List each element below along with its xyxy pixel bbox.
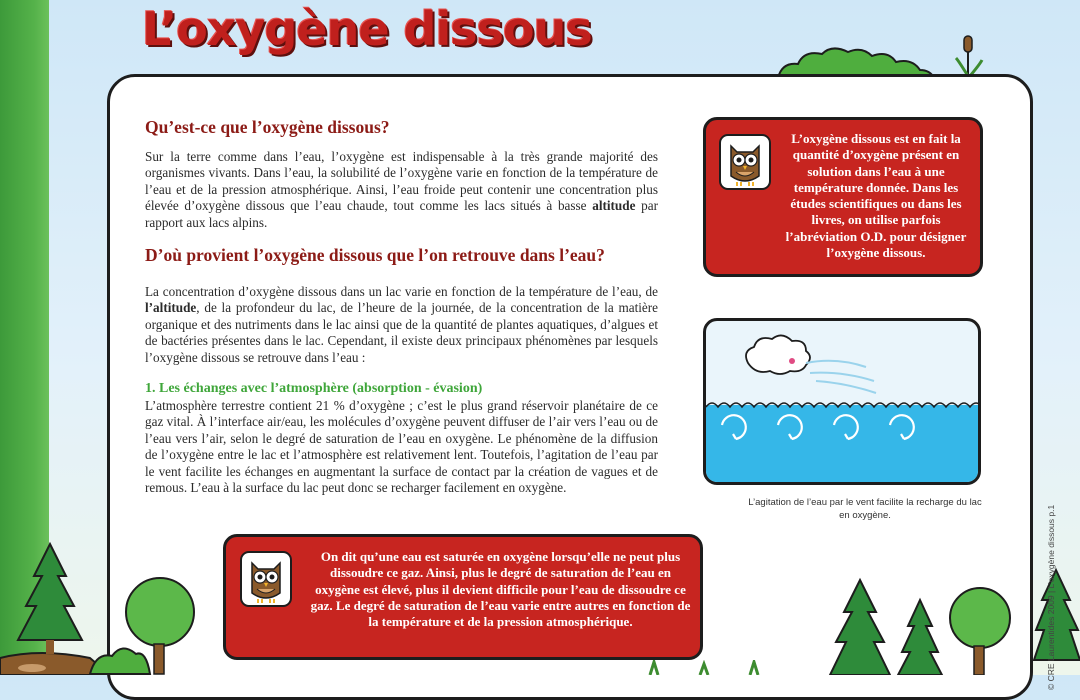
side-credit: © CRE Laurentides 2009 | L’oxygène dissous p.1 [1046, 504, 1056, 690]
bold-keyword: l’altitude [145, 300, 197, 316]
tree-icon [0, 540, 225, 675]
wind-icon [806, 361, 876, 393]
owl-icon-frame [719, 134, 771, 190]
cattail-icon [950, 30, 990, 78]
bold-keyword: altitude [592, 198, 636, 214]
info-box-saturation-text: On dit qu’une eau est saturée en oxygène lorsqu’elle ne peut plus dissoudre ce gaz. Ainsi, plus le degré de saturation de l’eau en oxygène est élevé, plus il devient difficile pour l’eau de dissoudre ce gaz. Le degré de saturation de l’eau varie entre autres en fonction de la température et de la pression atmosphérique. [310, 549, 691, 630]
info-box-saturation [223, 534, 703, 660]
subheading-exchanges: 1. Les échanges avec l’atmosphère (absorption - évasion) [145, 381, 483, 396]
owl-icon-frame [240, 551, 292, 607]
illustration-caption: L’agitation de l’eau par le vent facilite la recharge du lac en oxygène. [748, 497, 982, 521]
section-paragraph-exchanges: L’atmosphère terrestre contient 21 % d’oxygène ; c’est le plus grand réservoir planétaire de ce gaz vital. À l’interface air/eau, les molécules d’oxygène peuvent diffuser de l’air vers l’eau ou de l’eau vers l’air, selon le degré de saturation de l’eau en oxygène. Le phénomène de la diffusion de l’oxygène entre le lac et l’atmosphère est relativement lent. Toutefois, l’agitation de l’eau par le vent facilite les échanges en augmentant la surface de contact par la création de vagues et de remous. L’eau à la surface du lac peut donc se recharger facilement en oxygène. [145, 398, 658, 496]
cloud-icon [746, 335, 810, 374]
page-title: L’oxygène dissous [142, 2, 592, 56]
section-heading-what-is: Qu’est-ce que l’oxygène dissous? [145, 117, 390, 137]
section-paragraph-what-is: Sur la terre comme dans l’eau, l’oxygène est indispensable à la très grande majorité des organismes vivants. Dans l’eau, la solubilité de l’oxygène varie en fonction de la température de l’eau et de la pression atmosphérique. Ainsi, l’eau froide peut contenir une concentration plus élevée d’oxygène dissous que l’eau chaude, tout comme les lacs situés à basse altitude par rapport aux lacs alpins. [145, 149, 658, 230]
info-box-definition-text: L’oxygène dissous est en fait la quantité d’oxygène présent en solution dans l’eau à une température donnée. Dans les études scientifiques ou dans les livres, on utilise parfois l’abréviation O.D. pour désigner l’oxygène dissous. [785, 131, 967, 261]
section-heading-origin: D’où provient l’oxygène dissous que l’on retrouve dans l’eau? [145, 245, 605, 265]
owl-icon [721, 136, 769, 188]
section-paragraph-origin: La concentration d’oxygène dissous dans un lac varie en fonction de la température de l’eau, de l’altitude, de la profondeur du lac, de l’heure de la journée, de la concentration de la matière organique et des nutriments dans le lac ainsi que de la quantité de plantes aquatiques, d’algues et de bactéries présentes dans le lac. Cependant, il existe deux principaux phénomènes par lesquels l’oxygène dissous se retrouve dans l’eau : [145, 284, 658, 365]
tree-icon [820, 560, 1080, 675]
owl-icon [242, 553, 290, 605]
grass-icon [640, 660, 770, 675]
illustration-wind-water [703, 318, 981, 485]
info-box-definition [703, 117, 983, 277]
